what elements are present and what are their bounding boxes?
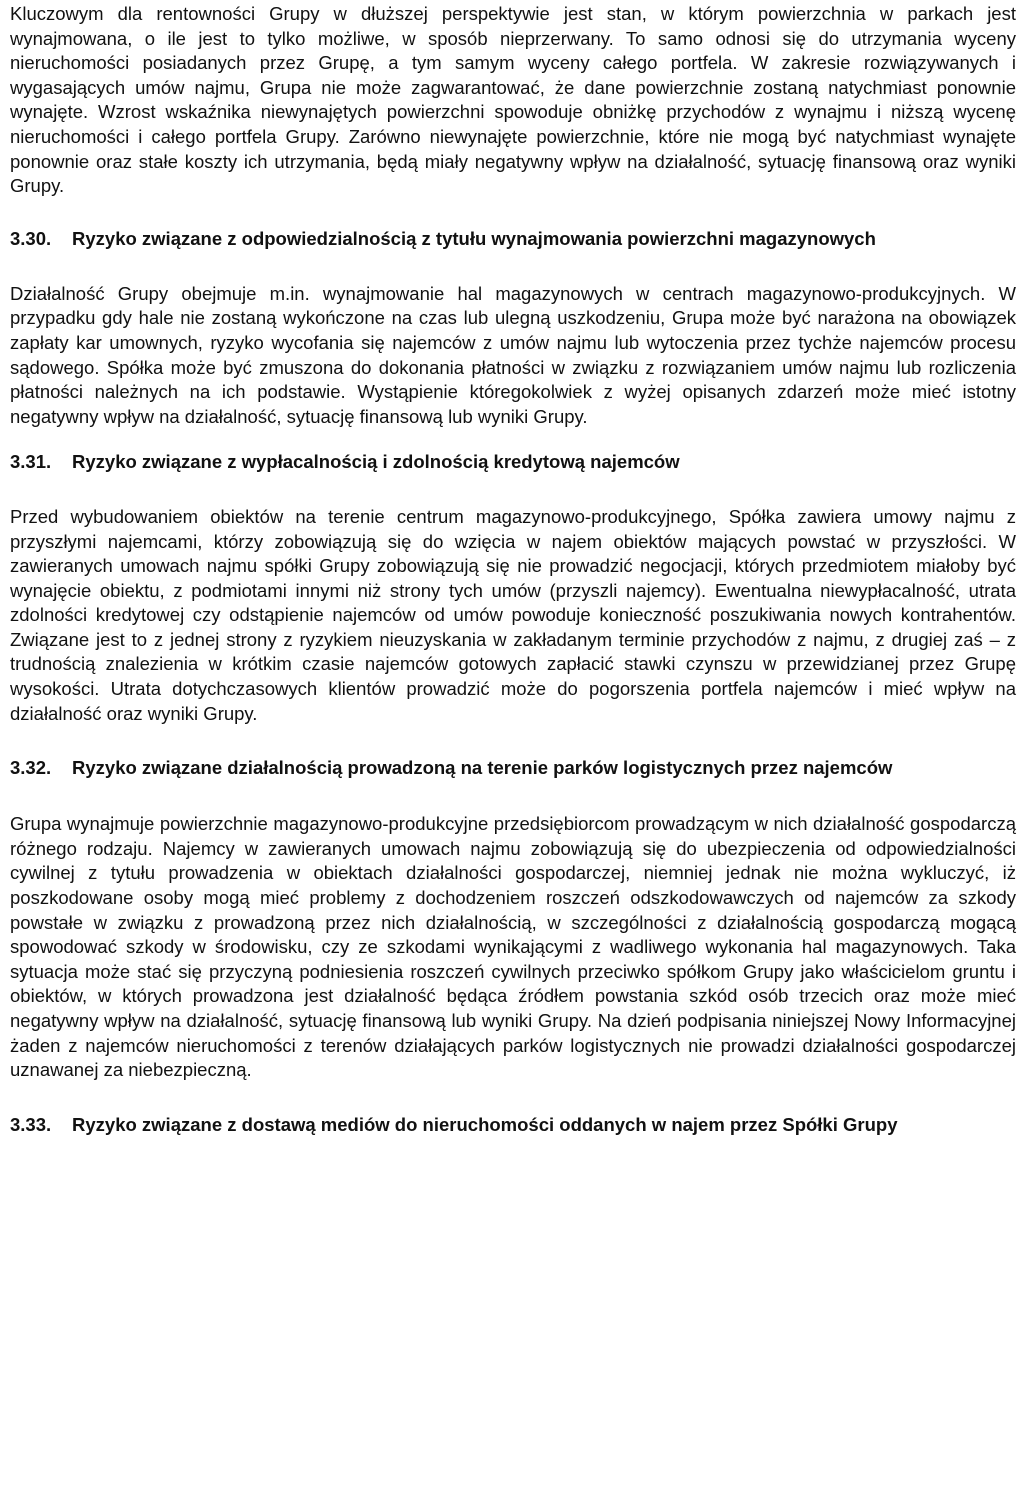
section-heading-3-31 [10,450,1016,475]
section-title: Ryzyko związane z dostawą mediów do nieruchomości oddanych w najem przez Spółki Grupy [72,1113,898,1135]
section-heading-3-30 [10,224,1016,254]
section-title: Ryzyko związane działalnością prowadzoną na terenie parków logistycznych przez najemców [72,757,893,779]
section-number: 3.30. [10,227,52,249]
section-number: 3.33. [10,1113,52,1135]
section-number: 3.32. [10,757,52,779]
section-number: 3.31. [10,451,52,473]
paragraph-tenant-solvency: Przed wybudowaniem obiektów na terenie centrum magazynowo-produkcyjnego, Spółka zawiera umowy najmu z przyszłymi najemcami, którzy zobowiązują się do wzięcia w najem obiektów mających powstać w przyszłości. W zawieranych umowach najmu spółki Grupy zobowiązują się nie prowadzić negocjacji, których przedmiotem miałoby być wynajęcie obiektu, z podmiotami innymi niż strony tych umów (przyszli najemcy). Ewentualna niewypłacalność, utrata zdolności kredytowej czy odstąpienie najemców od umów powoduje konieczność poszukiwania nowych kontrahentów. Związane jest to z jednej strony z ryzykiem nieuzyskania w zakładanym terminie przychodów z najmu, z drugiej zaś – z trudnością znalezienia w krótkim czasie najemców gotowych zapłacić stawki czynszu w przewidzianej przez Grupę wysokości. Utrata dotychczasowych klientów prowadzić może do pogorszenia portfela najemców i mieć wpływ na działalność oraz wyniki Grupy. [10,505,1016,724]
paragraph-vacancy-risk: Kluczowym dla rentowności Grupy w dłuższej perspektywie jest stan, w którym powierzchnia w parkach jest wynajmowana, o ile jest to tylko możliwe, w sposób nieprzerwany. To samo odnosi się do utrzymania wyceny nieruchomości posiadanych przez Grupę, a tym samym wyceny całego portfela. W zakresie rozwiązywanych i wygasających umów najmu, Grupa nie może zagwarantować, że dane powierzchnie zostaną natychmiast ponownie wynajęte. Wzrost wskaźnika niewynajętych powierzchni spowoduje obniżkę przychodów z wynajmu i niższą wycenę nieruchomości i całego portfela Grupy. Zarówno niewynajęte powierzchnie, które nie mogą być natychmiast wynajęte ponownie oraz stałe koszty ich utrzymania, będą miały negatywny wpływ na działalność, sytuację finansową oraz wyniki Grupy. [10,3,1016,197]
section-title: Ryzyko związane z odpowiedzialnością z tytułu wynajmowania powierzchni magazynowych [72,227,876,249]
section-heading-3-32 [10,752,1016,784]
paragraph-warehouse-liability: Działalność Grupy obejmuje m.in. wynajmowanie hal magazynowych w centrach magazynowo-produkcyjnych. W przypadku gdy hale nie zostaną wykończone na czas lub ulegną uszkodzeniu, Grupa może być narażona na obowiązek zapłaty kar umownych, ryzyko wycofania się najemców z umów najmu lub wytoczenia przez tychże najemców procesu sądowego. Spółka może być zmuszona do dokonania płatności w związku z rozwiązaniem umów najmu lub rozliczenia płatności należnych na ich podstawie. Wystąpienie któregokolwiek z wyżej opisanych zdarzeń może mieć istotny negatywny wpływ na działalność, sytuację finansową lub wyniki Grupy. [10,282,1016,427]
paragraph-tenant-activity: Grupa wynajmuje powierzchnie magazynowo-produkcyjne przedsiębiorcom prowadzącym w nich działalność gospodarczą różnego rodzaju. Najemcy w zawieranych umowach najmu zobowiązują się do ubezpieczenia od odpowiedzialności cywilnej z tytułu prowadzenia w obiektach działalności gospodarczej, niemniej jednak nie można wykluczyć, iż poszkodowane osoby mogą mieć problemy z dochodzeniem roszczeń odszkodowawczych od najemców za szkody powstałe w związku z prowadzoną przez nich działalnością, w szczególności z działalnością gospodarczą mogącą spowodować szkody w środowisku, czy ze szkodami wynikającymi z wadliwego wykonania hal magazynowych. Taka sytuacja może stać się przyczyną podniesienia roszczeń cywilnych przeciwko spółkom Grupy jako właścicielom gruntu i obiektów, w których prowadzona jest działalność będąca źródłem powstania szkód osób trzecich oraz może mieć negatywny wpływ na działalność, sytuację finansową lub wyniki Grupy. Na dzień podpisania niniejszej Nowy Informacyjnej żaden z najemców nieruchomości z terenów działających parków logistycznych nie prowadzi działalności gospodarczej uznawanej za niebezpieczną. [10,813,1016,1081]
section-title: Ryzyko związane z wypłacalnością i zdolnością kredytową najemców [72,451,680,473]
section-heading-3-33 [10,1110,1016,1140]
